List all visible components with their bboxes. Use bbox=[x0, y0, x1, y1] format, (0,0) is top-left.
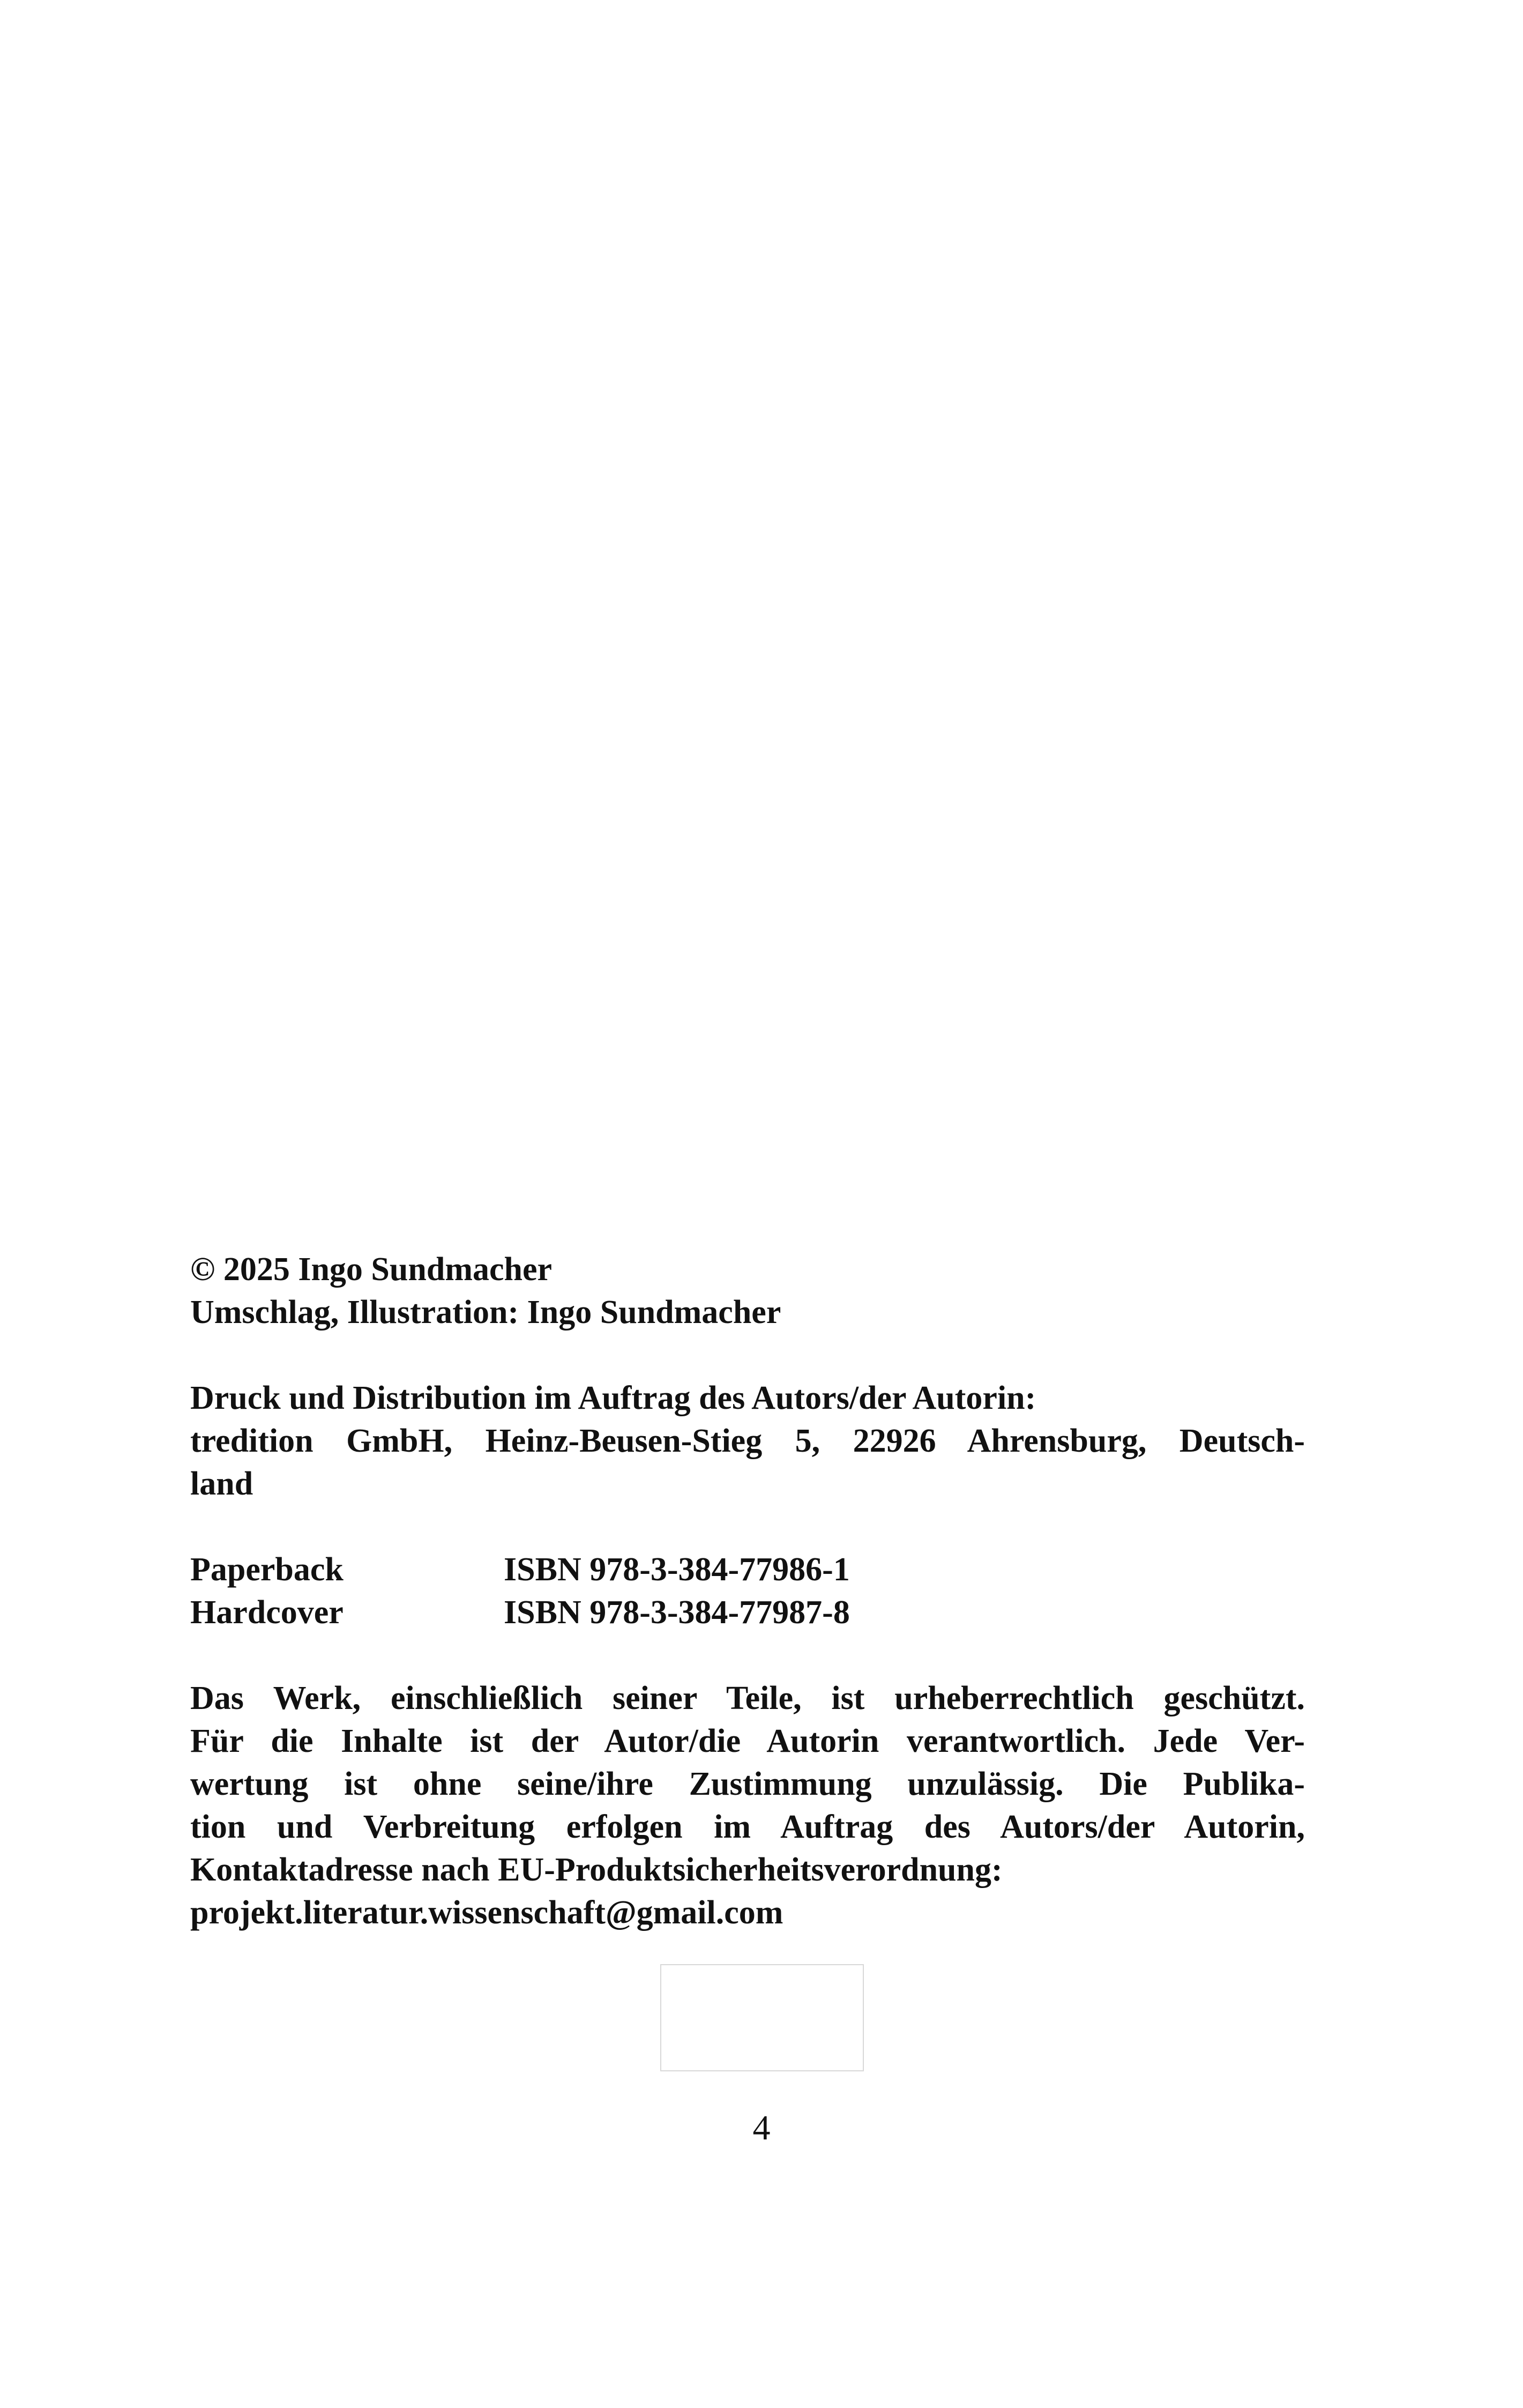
isbn-row-paperback bbox=[190, 1548, 1305, 1591]
isbn-format: Paperback bbox=[190, 1551, 344, 1588]
blank-image-placeholder bbox=[660, 1964, 864, 2071]
isbn-format: Hardcover bbox=[190, 1594, 344, 1631]
page-number: 4 bbox=[752, 2108, 771, 2147]
distribution-line-2: tredition GmbH, Heinz-Beusen-Stieg 5, 22926 Ahrensburg, Deutsch- bbox=[190, 1423, 1305, 1459]
cover-credit: Umschlag, Illustration: Ingo Sundmacher bbox=[190, 1294, 781, 1331]
legal-line-2: Für die Inhalte ist der Autor/die Autorin verantwortlich. Jede Ver- bbox=[190, 1723, 1305, 1759]
copyright-line: © 2025 Ingo Sundmacher bbox=[190, 1251, 553, 1288]
spacer bbox=[190, 1634, 1305, 1677]
contact-email: projekt.literatur.wissenschaft@gmail.com bbox=[190, 1894, 783, 1931]
legal-line-1: Das Werk, einschließlich seiner Teile, ist urheberrechtlich geschützt. bbox=[190, 1680, 1305, 1716]
legal-line-3: wertung ist ohne seine/ihre Zustimmung unzulässig. Die Publika- bbox=[190, 1766, 1305, 1802]
distribution-line-1: Druck und Distribution im Auftrag des Autors/der Autorin: bbox=[190, 1380, 1036, 1416]
spacer bbox=[190, 1505, 1305, 1548]
isbn-row-hardcover bbox=[190, 1591, 1305, 1634]
isbn-number: ISBN 978-3-384-77987-8 bbox=[504, 1594, 850, 1631]
imprint-block bbox=[190, 1248, 1305, 1934]
legal-line-5: Kontaktadresse nach EU-Produktsicherheitsverordnung: bbox=[190, 1852, 1003, 1888]
distribution-line-3: land bbox=[190, 1466, 253, 1502]
isbn-number: ISBN 978-3-384-77986-1 bbox=[504, 1551, 850, 1588]
spacer bbox=[190, 1334, 1305, 1377]
legal-line-4: tion und Verbreitung erfolgen im Auftrag des Autors/der Autorin, bbox=[190, 1809, 1305, 1845]
